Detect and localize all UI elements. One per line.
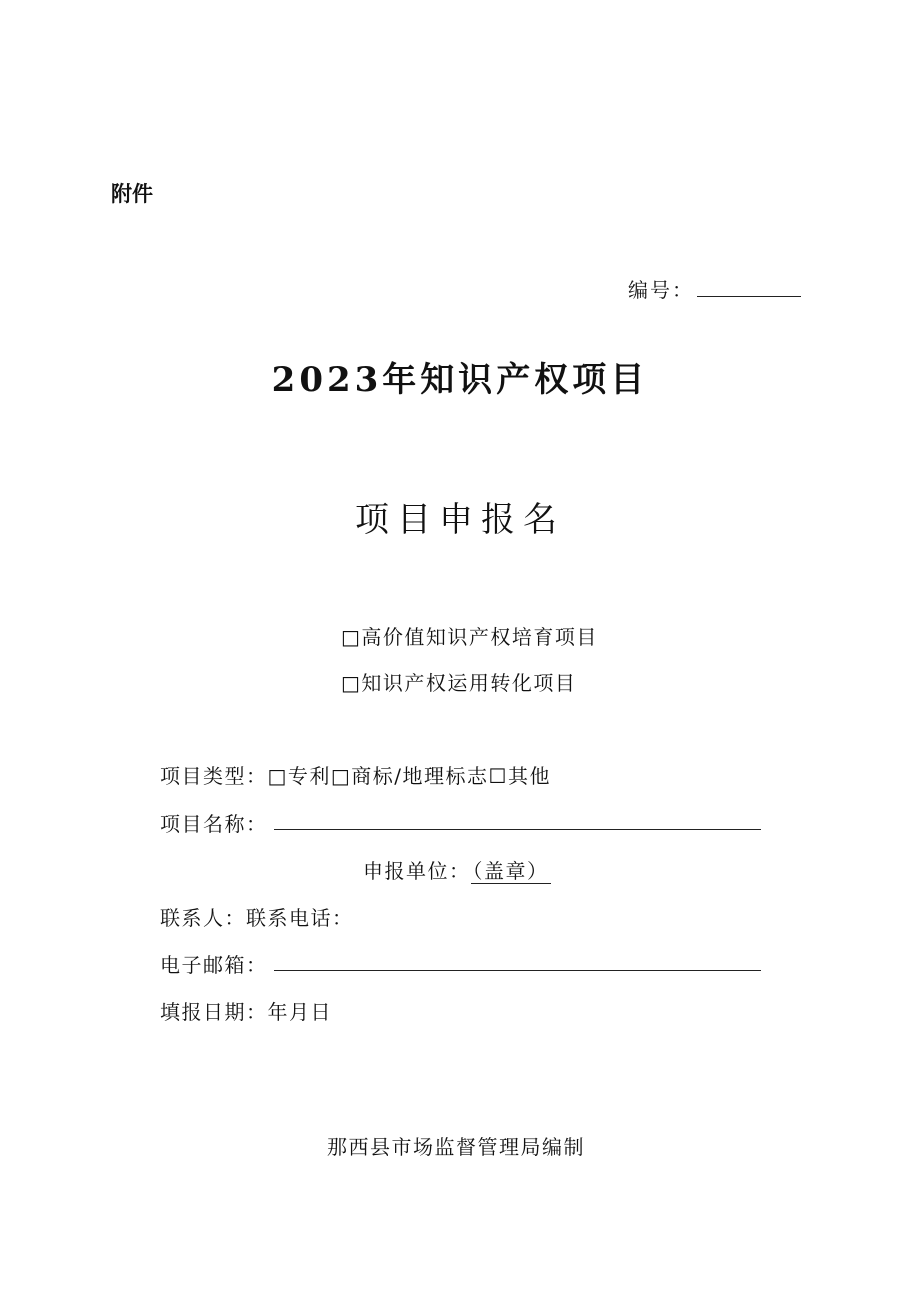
applicant-unit-label: 申报单位： bbox=[363, 859, 471, 883]
fill-date-row: 填报日期：年月日 bbox=[160, 1000, 332, 1024]
serial-number-blank bbox=[697, 296, 801, 297]
seal-placeholder: （盖章） bbox=[472, 859, 549, 883]
document-subtitle: 项目申报名 bbox=[355, 500, 565, 540]
contact-row: 联系人：联系电话： bbox=[160, 906, 354, 930]
project-type-options: □专利□商标/地理标志☐其他 bbox=[267, 764, 551, 788]
document-title: 2023年知识产权项目 bbox=[271, 360, 649, 400]
issuer-footer: 那西县市场监督管理局编制 bbox=[327, 1135, 585, 1159]
email-blank bbox=[274, 970, 761, 971]
attachment-label: 附件 bbox=[111, 182, 153, 206]
category-transfer-option: □知识产权运用转化项目 bbox=[341, 671, 577, 695]
category-high-value-option: □高价值知识产权培育项目 bbox=[341, 625, 598, 649]
project-name-blank bbox=[274, 829, 761, 830]
project-name-label: 项目名称： bbox=[160, 812, 268, 836]
email-label: 电子邮箱： bbox=[160, 953, 268, 977]
project-type-label: 项目类型： bbox=[160, 764, 268, 788]
serial-number-label: 编号： bbox=[628, 278, 694, 302]
project-type-row bbox=[160, 760, 551, 789]
applicant-unit-row bbox=[363, 855, 551, 884]
